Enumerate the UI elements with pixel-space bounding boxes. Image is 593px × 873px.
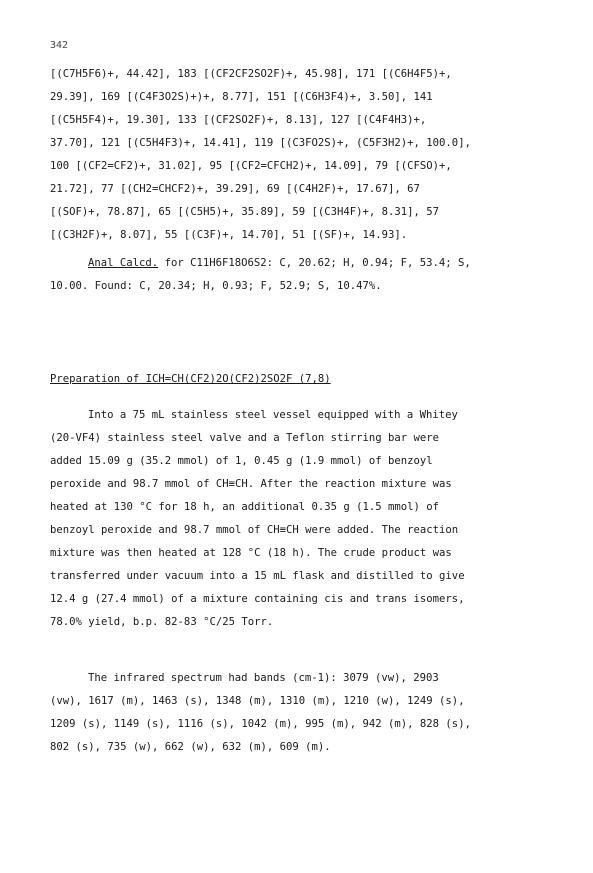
- text-line: transferred under vacuum into a 15 mL flask and distilled to give: [50, 570, 465, 582]
- text-line: [(C7H5F6)+, 44.42], 183 [(CF2CF2SO2F)+, 45.98], 171 [(C6H4F5)+,: [50, 68, 452, 80]
- text-line: benzoyl peroxide and 98.7 mmol of CH≡CH were added. The reaction: [50, 524, 459, 536]
- text-line: 21.72], 77 [(CH2=CHCF2)+, 39.29], 69 [(C4H2F)+, 17.67], 67: [50, 183, 420, 195]
- elemental-analysis-paragraph: [50, 252, 550, 298]
- section-heading-block: [50, 368, 550, 391]
- text-line: 100 [(CF2=CF2)+, 31.02], 95 [(CF2=CFCH2)+, 14.09], 79 [(CFSO)+,: [50, 160, 452, 172]
- text-line: peroxide and 98.7 mmol of CH≡CH. After the reaction mixture was: [50, 478, 452, 490]
- text-line: 12.4 g (27.4 mmol) of a mixture containing cis and trans isomers,: [50, 593, 465, 605]
- text-line: (vw), 1617 (m), 1463 (s), 1348 (m), 1310 (m), 1210 (w), 1249 (s),: [50, 695, 465, 707]
- text-line: The infrared spectrum had bands (cm-1): 3079 (vw), 2903: [88, 672, 439, 684]
- section-heading: [50, 368, 550, 391]
- text-line: 78.0% yield, b.p. 82-83 °C/25 Torr.: [50, 616, 274, 628]
- text-line: 37.70], 121 [(C5H4F3)+, 14.41], 119 [(C3FO2S)+, (C5F3H2)+, 100.0],: [50, 137, 471, 149]
- infrared-paragraph: [50, 667, 550, 759]
- text-line: Into a 75 mL stainless steel vessel equipped with a Whitey: [88, 409, 458, 421]
- analysis-formula: for C11H6F18O6S2:: [164, 257, 273, 269]
- text-line: 802 (s), 735 (w), 662 (w), 632 (m), 609 (m).: [50, 741, 331, 753]
- text-line: mixture was then heated at 128 °C (18 h). The crude product was: [50, 547, 452, 559]
- text-line: (20-VF4) stainless steel valve and a Teflon stirring bar were: [50, 432, 440, 444]
- section-heading-text: Preparation of ICH=CH(CF2)2O(CF2)2SO2F (7,8): [50, 373, 331, 385]
- text-line: [(SOF)+, 78.87], 65 [(C5H5)+, 35.89], 59 [(C3H4F)+, 8.31], 57: [50, 206, 440, 218]
- analysis-label: Anal Calcd.: [88, 257, 159, 269]
- text-line: heated at 130 °C for 18 h, an additional 0.35 g (1.5 mmol) of: [50, 501, 440, 513]
- page-number: 342: [50, 40, 69, 51]
- mass-spectrum-paragraph: [50, 63, 550, 247]
- text-line: [(C5H5F4)+, 19.30], 133 [(CF2SO2F)+, 8.13], 127 [(C4F4H3)+,: [50, 114, 427, 126]
- text-line: 1209 (s), 1149 (s), 1116 (s), 1042 (m), 995 (m), 942 (m), 828 (s),: [50, 718, 471, 730]
- text-line: [50, 252, 550, 275]
- procedure-paragraph: [50, 404, 550, 634]
- text-line: added 15.09 g (35.2 mmol) of 1, 0.45 g (1.9 mmol) of benzoyl: [50, 455, 433, 467]
- text-line: 29.39], 169 [(C4F3O2S)+)+, 8.77], 151 [(C6H3F4)+, 3.50], 141: [50, 91, 433, 103]
- text-line: 10.00. Found: C, 20.34; H, 0.93; F, 52.9; S, 10.47%.: [50, 280, 382, 292]
- text-line: [(C3H2F)+, 8.07], 55 [(C3F)+, 14.70], 51 [(SF)+, 14.93].: [50, 229, 408, 241]
- analysis-calcd-values: C, 20.62; H, 0.94; F, 53.4; S,: [279, 257, 471, 269]
